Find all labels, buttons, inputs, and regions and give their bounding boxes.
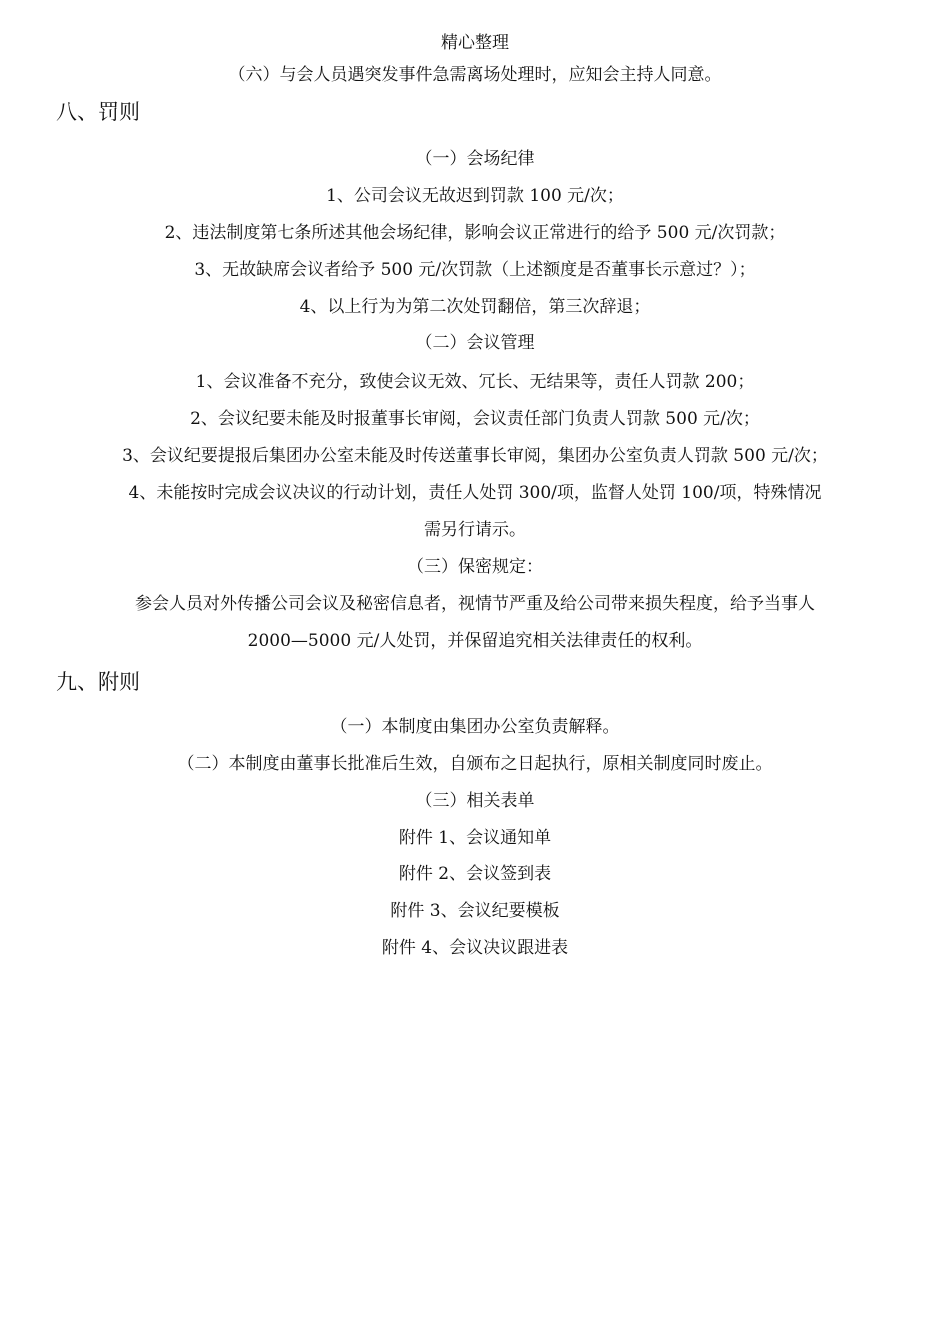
- section8-sub2-item4-cont: 需另行请示。: [424, 520, 526, 540]
- section8-sub2-item4: 4、未能按时完成会议决议的行动计划，责任人处罚 300/项，监督人处罚 100/项，特殊情况: [128, 483, 822, 503]
- section8-sub1-item3: 3、无故缺席会议者给予 500 元/次罚款（上述额度是否董事长示意过？）；: [194, 260, 756, 280]
- attachment-4: 附件 4、会议决议跟进表: [381, 938, 569, 958]
- section9-item1: （一）本制度由集团办公室负责解释。: [330, 717, 620, 737]
- section8-heading: 八、罚则: [56, 100, 140, 124]
- section8-sub2-item2: 2、会议纪要未能及时报董事长审阅，会议责任部门负责人罚款 500 元/次；: [190, 409, 760, 429]
- attachment-1: 附件 1、会议通知单: [398, 828, 552, 848]
- section8-sub3-title: （三）保密规定：: [407, 557, 543, 577]
- section8-sub3-line1: 参会人员对外传播公司会议及秘密信息者，视情节严重及给公司带来损失程度，给予当事人: [135, 594, 815, 614]
- section8-sub3-line2: 2000—5000 元/人处罚，并保留追究相关法律责任的权利。: [247, 631, 703, 651]
- section9-item2: （二）本制度由董事长批准后生效，自颁布之日起执行，原相关制度同时废止。: [177, 754, 773, 774]
- section8-sub2-title: （二）会议管理: [415, 333, 535, 353]
- attachment-2: 附件 2、会议签到表: [398, 864, 552, 884]
- attachment-3: 附件 3、会议纪要模板: [390, 901, 560, 921]
- section8-sub1-item2: 2、违法制度第七条所述其他会场纪律，影响会议正常进行的给予 500 元/次罚款；: [164, 223, 786, 243]
- section9-item3: （三）相关表单: [415, 791, 535, 811]
- section8-sub1-item4: 4、以上行为为第二次处罚翻倍，第三次辞退；: [299, 297, 651, 317]
- section7-item6: （六）与会人员遇突发事件急需离场处理时，应知会主持人同意。: [228, 65, 722, 85]
- section9-heading: 九、附则: [56, 670, 140, 694]
- section8-sub2-item1: 1、会议准备不充分，致使会议无效、冗长、无结果等，责任人罚款 200；: [195, 372, 755, 392]
- watermark-header: 精心整理: [441, 33, 509, 53]
- section8-sub2-item3: 3、会议纪要提报后集团办公室未能及时传送董事长审阅，集团办公室负责人罚款 500 元/次；: [122, 446, 828, 466]
- section8-sub1-item1: 1、公司会议无故迟到罚款 100 元/次；: [326, 186, 624, 206]
- section8-sub1-title: （一）会场纪律: [415, 149, 535, 169]
